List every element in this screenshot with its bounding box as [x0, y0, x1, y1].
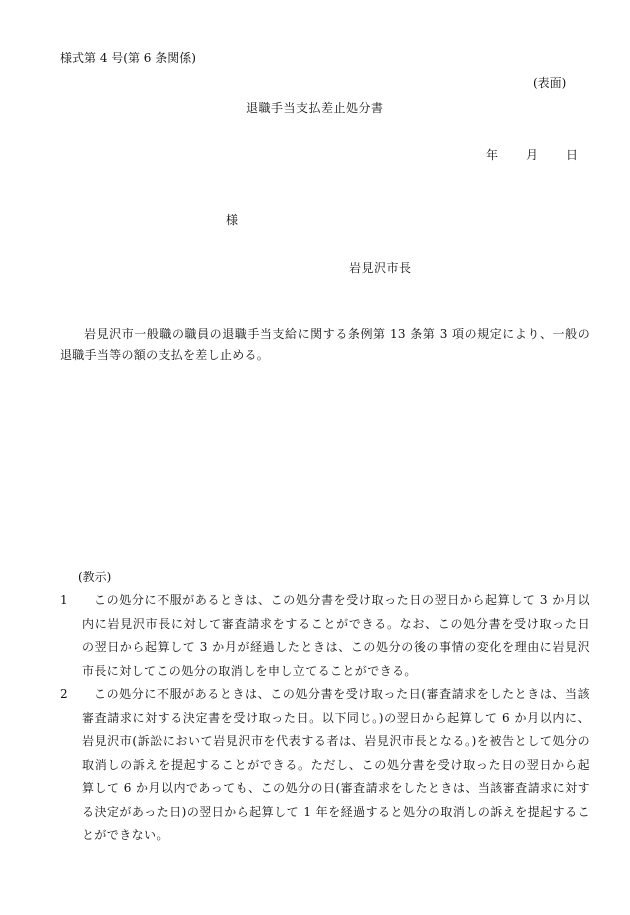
body-paragraph: 岩見沢市一般職の職員の退職手当支給に関する条例第 13 条第 3 項の規定により、一般の退職手当等の額の支払を差し止める。: [60, 327, 590, 362]
date-day-label: 日: [566, 148, 579, 162]
notice-item-number: 1: [60, 593, 69, 607]
notice-heading: (教示): [78, 570, 112, 584]
notice-item-text: この処分に不服があるときは、この処分書を受け取った日(審査請求をしたときは、当該審査請求に対する決定書を受け取った日。以下同じ。)の翌日から起算して 6 か月以内に、岩見沢市(訴訟において岩見沢市を代表する者は、岩見沢市長となる。)を被告として処分の取消しの訴えを提起することができる。ただし、この処分書を受け取った日の翌日から起算して 6 か月以内であっても、この処分の日(審査請求をしたときは、当該審査請求に対する決定があった日)の翌日から起算して 1 年を経過すると処分の取消しの訴えを提起することができない。: [82, 687, 590, 842]
date-year-label: 年: [486, 148, 499, 162]
notice-list: [60, 589, 590, 848]
notice-item-1: [60, 589, 590, 683]
notice-item-text: この処分に不服があるときは、この処分書を受け取った日の翌日から起算して 3 か月以内に岩見沢市長に対して審査請求をすることができる。なお、この処分書を受け取った日の翌日から起算して 3 か月が経過したときは、この処分の後の事情の変化を理由に岩見沢市長に対してこの処分の取消しを申し立てることができる。: [82, 593, 590, 678]
addressee-honorific: 様: [226, 213, 239, 227]
front-side-label: (表面): [533, 76, 567, 90]
notice-item-number: 2: [60, 687, 69, 701]
issuer-name: 岩見沢市長: [349, 261, 412, 275]
notice-item-2: [60, 683, 590, 848]
form-number: 様式第 4 号(第 6 条関係): [60, 51, 196, 65]
date-line: [486, 147, 578, 163]
document-title: 退職手当支払差止処分書: [246, 101, 384, 115]
date-month-label: 月: [526, 148, 539, 162]
